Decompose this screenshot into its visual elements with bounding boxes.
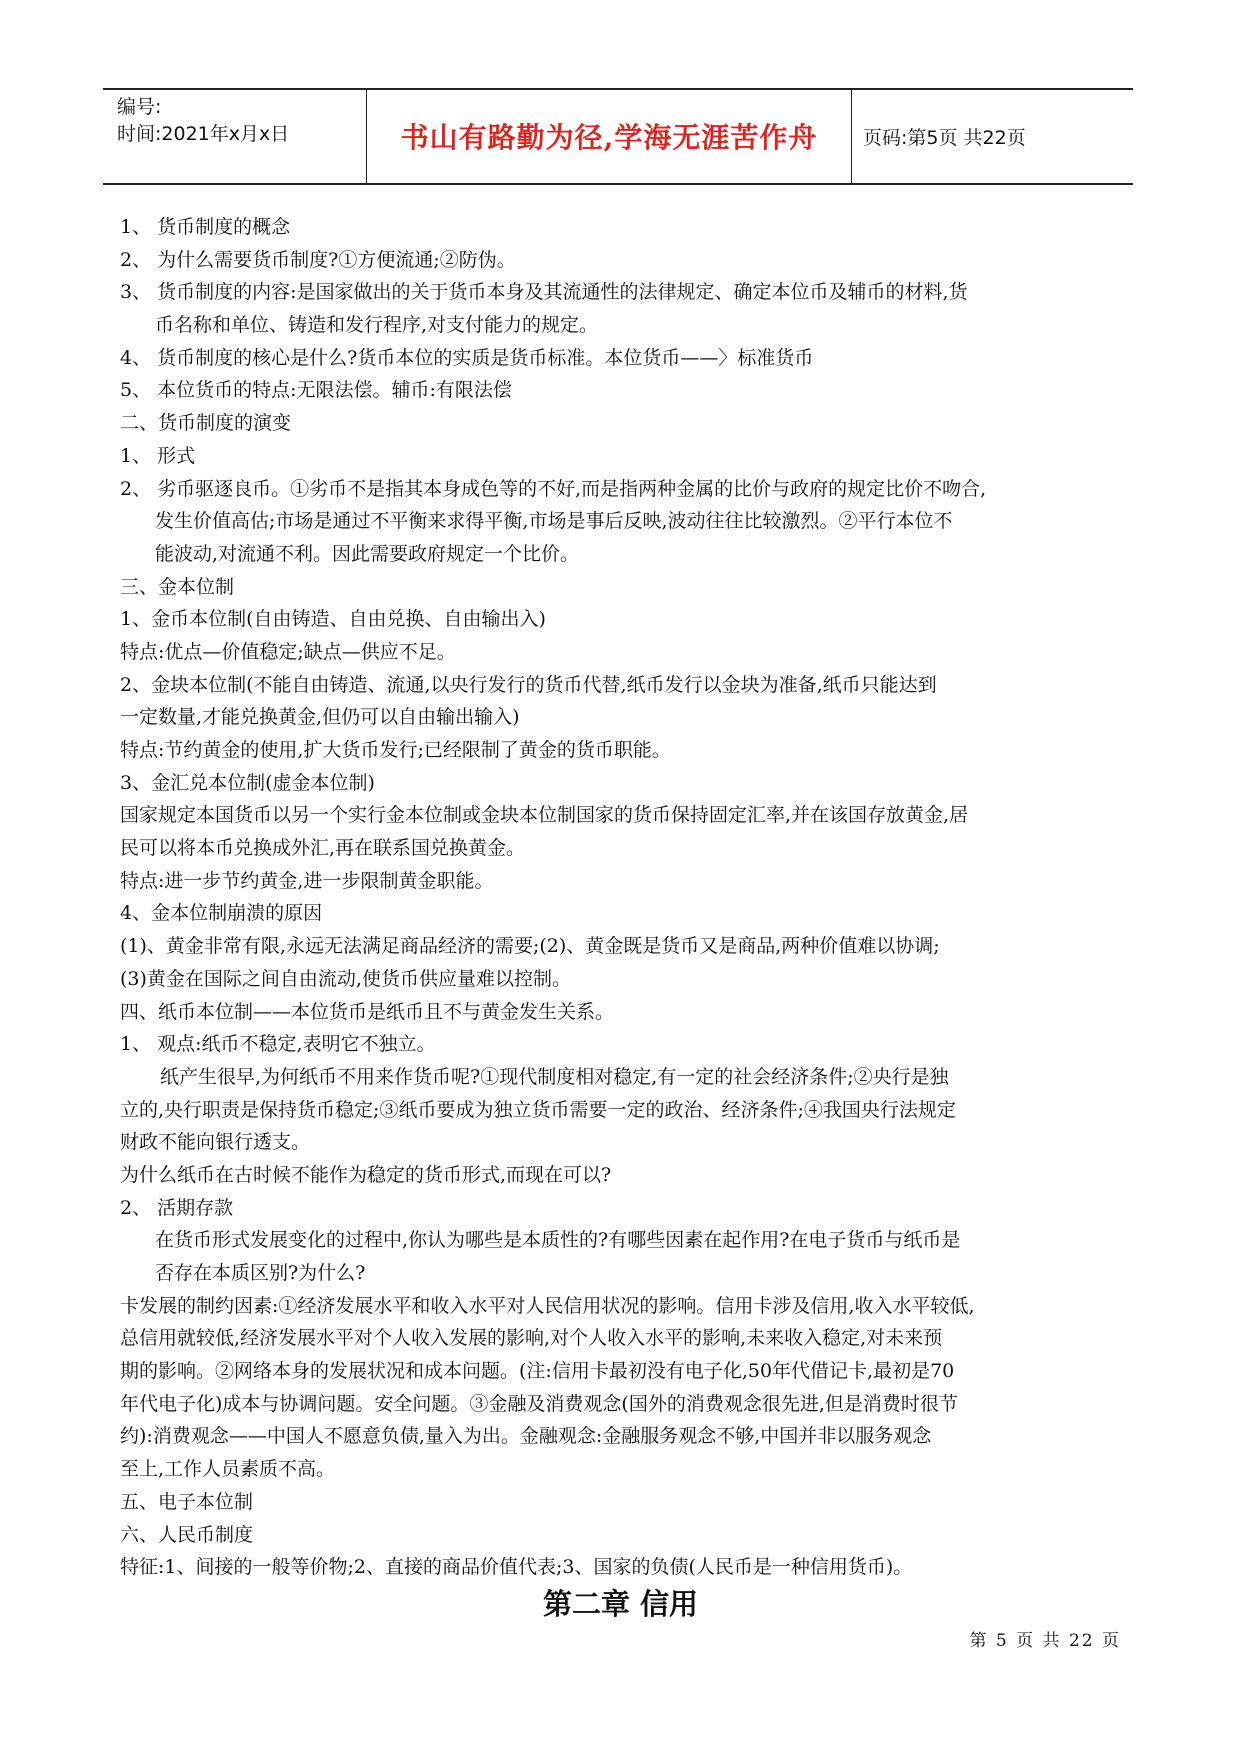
page-header xyxy=(103,88,1133,185)
text-line: 3、金汇兑本位制(虚金本位制) xyxy=(120,771,375,794)
text-line: 否存在本质区别?为什么? xyxy=(155,1262,366,1284)
text-line: 为什么纸币在古时候不能作为稳定的货币形式,而现在可以? xyxy=(120,1163,612,1186)
text-line: 纸产生很早,为何纸币不用来作货币呢?①现代制度相对稳定,有一定的社会经济条件;②央行是独 xyxy=(160,1065,949,1088)
text-line: 立的,央行职责是保持货币稳定;③纸币要成为独立货币需要一定的政治、经济条件;④我国央行法规定 xyxy=(120,1098,956,1121)
section-heading: 三、金本位制 xyxy=(120,575,235,598)
text-line: 3、 货币制度的内容:是国家做出的关于货币本身及其流通性的法律规定、确定本位币及辅币的材料,货 xyxy=(120,281,968,304)
text-line: 1、 形式 xyxy=(120,444,196,467)
text-line: 国家规定本国货币以另一个实行金本位制或金块本位制国家的货币保持固定汇率,并在该国存放黄金,居 xyxy=(120,804,969,827)
document-body xyxy=(120,211,1150,1584)
text-line: 在货币形式发展变化的过程中,你认为哪些是本质性的?有哪些因素在起作用?在电子货币与纸币是 xyxy=(155,1229,961,1252)
text-line: (1)、黄金非常有限,永远无法满足商品经济的需要;(2)、黄金既是货币又是商品,两种价值难以协调; xyxy=(120,935,940,958)
header-meta xyxy=(117,94,289,148)
text-line: 特点:进一步节约黄金,进一步限制黄金职能。 xyxy=(120,869,494,892)
text-line: 2、 为什么需要货币制度?①方便流通;②防伪。 xyxy=(120,248,516,271)
text-line: 期的影响。②网络本身的发展状况和成本问题。(注:信用卡最初没有电子化,50年代借记卡,最初是70 xyxy=(120,1360,955,1383)
section-heading: 四、纸币本位制——本位货币是纸币且不与黄金发生关系。 xyxy=(120,1000,615,1023)
section-heading: 五、电子本位制 xyxy=(120,1490,254,1513)
text-line: 至上,工作人员素质不高。 xyxy=(120,1458,336,1481)
text-line: 币名称和单位、铸造和发行程序,对支付能力的规定。 xyxy=(155,314,599,337)
text-line: (3)黄金在国际之间自由流动,使货币供应量难以控制。 xyxy=(120,967,571,990)
header-page-label: 页码:第5页 共22页 xyxy=(863,127,1026,149)
text-line: 特点:优点—价值稳定;缺点—供应不足。 xyxy=(120,640,456,663)
text-line: 财政不能向银行透支。 xyxy=(120,1131,311,1154)
text-line: 4、 货币制度的核心是什么?货币本位的实质是货币标准。本位货币——〉标准货币 xyxy=(120,346,814,369)
text-line: 卡发展的制约因素:①经济发展水平和收入水平对人民信用状况的影响。信用卡涉及信用,收入水平较低, xyxy=(120,1294,975,1317)
text-line: 1、金币本位制(自由铸造、自由兑换、自由输出入) xyxy=(120,608,546,631)
text-line: 1、 货币制度的概念 xyxy=(120,216,291,238)
number-label: 编号: xyxy=(117,96,162,118)
text-line: 4、金本位制崩溃的原因 xyxy=(120,902,323,925)
text-line: 民可以将本币兑换成外汇,再在联系国兑换黄金。 xyxy=(120,837,526,860)
text-line: 特点:节约黄金的使用,扩大货币发行;已经限制了黄金的货币职能。 xyxy=(120,739,671,761)
page-footer: 第 5 页 共 22 页 xyxy=(969,1631,1121,1651)
text-line: 2、 劣币驱逐良币。①劣币不是指其本身成色等的不好,而是指两种金属的比价与政府的规定比价不吻合, xyxy=(120,477,987,500)
header-divider xyxy=(851,90,852,183)
section-heading: 二、货币制度的演变 xyxy=(120,412,292,435)
text-line: 5、 本位货币的特点:无限法偿。辅币:有限法偿 xyxy=(120,379,512,402)
text-line: 能波动,对流通不利。因此需要政府规定一个比价。 xyxy=(155,542,580,565)
text-line: 2、金块本位制(不能自由铸造、流通,以央行发行的货币代替,纸币发行以金块为准备,纸币只能达到 xyxy=(120,673,937,696)
time-label: 时间:2021年x月x日 xyxy=(117,123,290,145)
text-line: 一定数量,才能兑换黄金,但仍可以自由输出输入) xyxy=(120,706,520,729)
chapter-title: 第二章 信用 xyxy=(542,1587,699,1621)
text-line: 特征:1、间接的一般等价物;2、直接的商品价值代表;3、国家的负债(人民币是一种信用货币)。 xyxy=(120,1556,913,1579)
text-line: 发生价值高估;市场是通过不平衡来求得平衡,市场是事后反映,波动往往比较激烈。②平行本位不 xyxy=(155,510,953,533)
header-motto: 书山有路勤为径,学海无涯苦作舟 xyxy=(400,121,818,154)
text-line: 约):消费观念——中国人不愿意负债,量入为出。金融观念:金融服务观念不够,中国并非以服务观念 xyxy=(120,1425,932,1448)
text-line: 2、 活期存款 xyxy=(120,1196,234,1219)
text-line: 年代电子化)成本与协调问题。安全问题。③金融及消费观念(国外的消费观念很先进,但是消费时很节 xyxy=(120,1392,958,1415)
section-heading: 六、人民币制度 xyxy=(120,1523,254,1546)
text-line: 总信用就较低,经济发展水平对个人收入发展的影响,对个人收入水平的影响,未来收入稳定,对未来预 xyxy=(120,1327,943,1350)
text-line: 1、 观点:纸币不稳定,表明它不独立。 xyxy=(120,1033,436,1056)
